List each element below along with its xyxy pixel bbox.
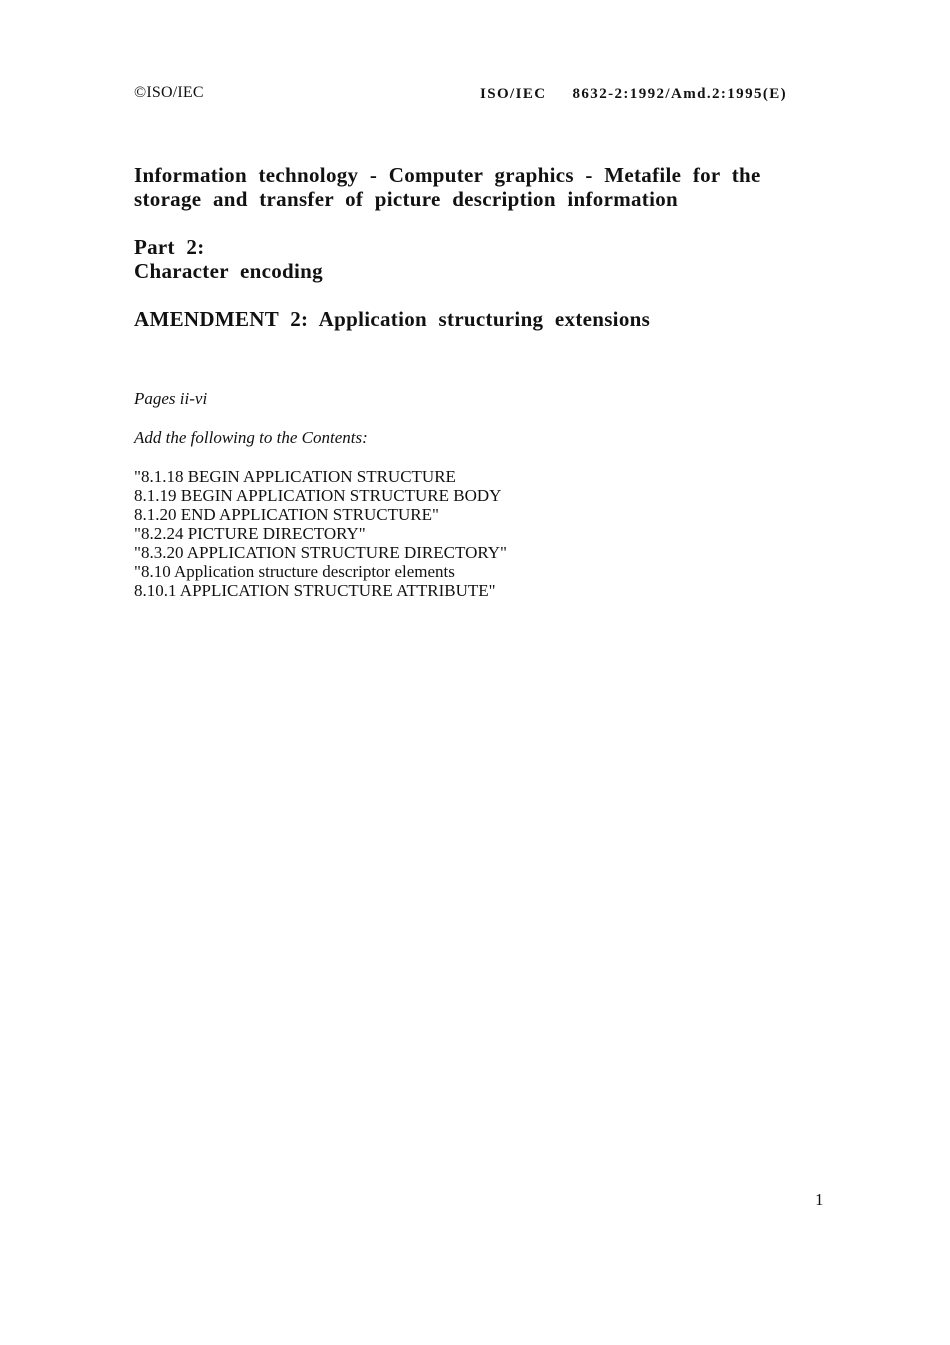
title-line-1: Information technology - Computer graphics - Metafile for the — [134, 163, 761, 187]
contents-entry: "8.10 Application structure descriptor elements — [134, 562, 455, 581]
title-line-2: storage and transfer of picture description information — [134, 187, 679, 211]
contents-entry: 8.10.1 APPLICATION STRUCTURE ATTRIBUTE" — [134, 581, 496, 600]
part-heading — [134, 235, 323, 283]
standard-org: ISO/IEC — [480, 86, 547, 102]
contents-entry: "8.1.18 BEGIN APPLICATION STRUCTURE — [134, 467, 456, 486]
part-number: Part 2: — [134, 235, 205, 259]
amendment-heading: AMENDMENT 2: Application structuring extensions — [134, 307, 651, 331]
contents-entry: "8.2.24 PICTURE DIRECTORY" — [134, 524, 366, 543]
standard-number: 8632-2:1992/Amd.2:1995(E) — [572, 86, 788, 102]
contents-entry: "8.3.20 APPLICATION STRUCTURE DIRECTORY" — [134, 543, 507, 562]
standard-reference-header — [480, 86, 787, 103]
add-contents-instruction: Add the following to the Contents: — [134, 428, 368, 447]
contents-entry: 8.1.19 BEGIN APPLICATION STRUCTURE BODY — [134, 486, 502, 505]
contents-additions-list — [134, 467, 507, 600]
contents-entry: 8.1.20 END APPLICATION STRUCTURE" — [134, 505, 439, 524]
pages-instruction: Pages ii-vi — [134, 389, 208, 408]
page-number: 1 — [815, 1190, 824, 1209]
part-name: Character encoding — [134, 259, 323, 283]
copyright-header: ©ISO/IEC — [134, 84, 204, 101]
document-title — [134, 163, 834, 211]
